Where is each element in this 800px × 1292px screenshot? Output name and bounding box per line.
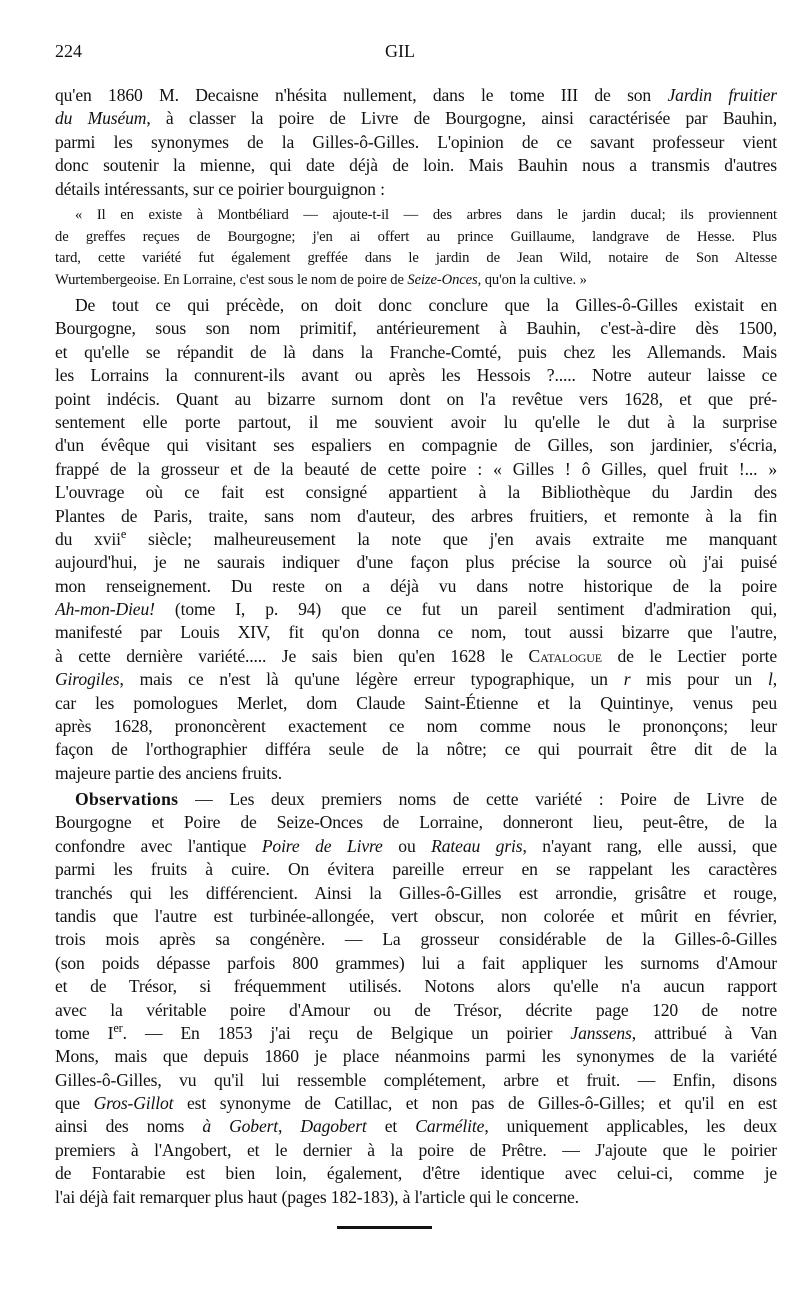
text-line — [55, 975, 777, 998]
italic-text: du Muséum — [55, 108, 147, 129]
text-segment: Mons, mais que depuis 1860 je place néanmoins parmi les synonymes de la variété — [55, 1046, 777, 1067]
text-segment: Bourgogne, sous son nom primitif, antérieurement à Bauhin, c'est-à-dire dès 1500, — [55, 318, 777, 339]
text-line — [55, 248, 777, 270]
text-segment: d'un évêque qui visitant ses espaliers en compagnie de Gilles, son jardinier, s'écria, — [55, 435, 777, 456]
text-segment: — Les deux premiers noms de cette variété : Poire de Livre de — [178, 789, 777, 809]
text-segment: ou — [382, 835, 432, 856]
text-line — [55, 270, 777, 292]
text-line — [55, 668, 777, 691]
text-segment: détails intéressants, sur ce poirier bourguignon : — [55, 178, 385, 199]
text-line — [55, 388, 777, 411]
text-segment: , attribué à Van — [631, 1022, 777, 1043]
italic-text: l — [768, 669, 773, 690]
section-heading: Observations — [75, 789, 179, 809]
text-line — [55, 738, 777, 761]
text-line — [55, 178, 777, 201]
text-line — [55, 621, 777, 644]
text-line — [55, 411, 777, 434]
text-segment: (son poids dépasse parfois 800 grammes) lui a fait appliquer les surnoms d'Amour — [55, 952, 777, 973]
text-line — [55, 905, 777, 928]
text-line — [55, 811, 777, 834]
text-line — [55, 131, 777, 154]
text-segment: et qu'elle se répandit de là dans la Franche-Comté, puis chez les Allemands. Mais — [55, 341, 777, 362]
text-line — [55, 762, 777, 785]
text-line — [55, 294, 777, 317]
running-title: GIL — [385, 41, 415, 61]
text-line — [55, 434, 777, 457]
text-line — [55, 317, 777, 340]
text-segment: , uniquement applicables, les deux — [484, 1116, 777, 1137]
text-segment: Wurtembergeoise. En Lorraine, c'est sous le nom de poire de — [55, 271, 408, 288]
text-segment: Plantes de Paris, traite, sans nom d'auteur, des arbres fruitiers, et remonte à la fin — [55, 505, 777, 526]
text-line — [55, 528, 777, 551]
text-segment: mis pour un — [630, 669, 768, 690]
paragraph-intro — [55, 84, 777, 201]
text-segment: parmi les synonymes de la Gilles-ô-Gilles. L'opinion de ce savant professeur vient — [55, 131, 777, 152]
text-segment: er — [113, 1021, 123, 1036]
italic-text: Ah-mon-Dieu! — [55, 599, 155, 620]
text-segment: , — [278, 1116, 301, 1137]
text-line — [55, 882, 777, 905]
text-line — [55, 505, 777, 528]
text-segment: car les pomologues Merlet, dom Claude Saint-Étienne et la Quintinye, venus peu — [55, 692, 777, 713]
text-segment: mon renseignement. Du reste on a déjà vu dans notre historique de la poire — [55, 575, 777, 596]
text-line — [55, 952, 777, 975]
text-segment: de greffes reçues de Bourgogne; j'en ai offert au prince Guillaume, landgrave de Hesse. Plus — [55, 228, 777, 245]
text-line — [55, 715, 777, 738]
text-segment: frappé de la grosseur et de la beauté de cette poire : « Gilles ! ô Gilles, quel fruit !... » — [55, 458, 777, 479]
text-line — [55, 999, 777, 1022]
text-line — [55, 84, 777, 107]
text-segment: aujourd'hui, je ne saurais indiquer d'une façon plus précise la source où j'ai puisé — [55, 552, 777, 573]
italic-text: à Gobert — [202, 1116, 279, 1137]
text-line — [55, 1162, 777, 1185]
text-line — [55, 1045, 777, 1068]
text-line — [55, 788, 777, 811]
text-segment: point indécis. Quant au bizarre surnom dont on l'a revêtue vers 1628, et que pré- — [55, 388, 777, 409]
text-segment: , mais ce n'est là qu'une légère erreur typographique, un — [119, 669, 624, 690]
text-segment: L'ouvrage où ce fait est consigné appartient à la Bibliothèque du Jardin des — [55, 482, 777, 503]
text-segment: est synonyme de Catillac, et non pas de Gilles-ô-Gilles; et qu'il en est — [173, 1093, 777, 1114]
text-segment: de le Lectier porte — [601, 645, 777, 666]
text-line — [55, 928, 777, 951]
text-segment: De tout ce qui précède, on doit donc conclure que la Gilles-ô-Gilles existait en — [75, 295, 777, 315]
text-segment: parmi les fruits à cuire. On évitera pareille erreur en se rappelant les caractères — [55, 859, 777, 880]
text-line — [55, 835, 777, 858]
text-segment: qu'en 1860 M. Decaisne n'hésita nullement, dans le tome III de son — [55, 85, 668, 105]
text-segment: Catalogue — [528, 645, 602, 666]
text-line — [55, 341, 777, 364]
text-line — [55, 1139, 777, 1162]
text-line — [55, 458, 777, 481]
text-line — [55, 227, 777, 249]
italic-text: r — [623, 669, 631, 690]
text-segment: sentement elle porte partout, il me souvient avoir lu qu'elle le dut à la surprise — [55, 411, 777, 432]
text-line — [55, 481, 777, 504]
text-segment: les Lorrains la connurent-ils avant ou après les Hessois ?..... Notre auteur laisse ce — [55, 365, 777, 386]
text-line — [55, 858, 777, 881]
text-segment: , à classer la poire de Livre de Bourgogne, ainsi caractérisée par Bauhin, — [146, 108, 777, 129]
text-segment: , qu'on la cultive. » — [477, 271, 587, 288]
text-segment: tandis que l'autre est turbinée-allongée, vert obscur, non colorée et mûrit en février, — [55, 905, 777, 926]
page-number: 224 — [55, 41, 82, 61]
text-segment: tranchés qui les différencient. Ainsi la Gilles-ô-Gilles est arrondie, grisâtre et rouge, — [55, 882, 777, 903]
text-segment: après 1628, prononcèrent exactement ce nom comme nous le prononçons; leur — [55, 716, 777, 737]
text-segment: trois mois après sa congénère. — La grosseur considérable de la Gilles-ô-Gilles — [55, 929, 777, 950]
text-segment: façon de l'orthographier différa seule de la nôtre; ce qui pourrait être dit de la — [55, 739, 777, 760]
text-segment: l'ai déjà fait remarquer plus haut (pages 182-183), à l'article qui le concerne. — [55, 1186, 579, 1207]
text-segment: Gilles-ô-Gilles, vu qu'il lui ressemble complétement, arbre et fruit. — Enfin, disons — [55, 1069, 777, 1090]
text-line — [55, 205, 777, 227]
text-segment: et de Trésor, si fréquemment utilisés. Notons alors qu'elle n'a aucun rapport — [55, 976, 777, 997]
text-segment: tard, cette variété fut également greffée dans le jardin de Jean Wild, notaire de Son Altesse — [55, 250, 777, 267]
text-line — [55, 1092, 777, 1115]
italic-text: Rateau gris — [431, 835, 523, 856]
text-segment: , n'ayant rang, elle aussi, que — [522, 835, 777, 856]
text-segment: , — [772, 669, 777, 690]
text-line — [55, 364, 777, 387]
block-quote-bauhin — [55, 205, 777, 291]
text-segment: que — [55, 1093, 94, 1114]
italic-text: Dagobert — [300, 1116, 367, 1137]
text-segment: premiers à l'Angobert, et le dernier à la poire de Prêtre. — J'ajoute que le poirier — [55, 1139, 777, 1160]
text-segment: avec la véritable poire d'Amour ou de Trésor, décrite page 120 de notre — [55, 999, 777, 1020]
text-segment: donc soutenir la mienne, qui date déjà de loin. Mais Bauhin nous a transmis d'autres — [55, 155, 777, 176]
text-segment: confondre avec l'antique — [55, 835, 262, 856]
text-segment: de Fontarabie est bien loin, également, d'être identique avec celui-ci, comme je — [55, 1163, 777, 1184]
text-line — [55, 692, 777, 715]
text-segment: et — [366, 1116, 416, 1137]
italic-text: Carmélite — [415, 1116, 485, 1137]
text-line — [55, 1115, 777, 1138]
text-segment: ainsi des noms — [55, 1116, 203, 1137]
italic-text: Jardin fruitier — [667, 85, 777, 105]
text-line — [55, 551, 777, 574]
italic-text: Seize-Onces — [407, 271, 478, 288]
italic-text: Poire de Livre — [261, 835, 383, 856]
italic-text: Janssens — [570, 1022, 632, 1043]
text-line — [55, 645, 777, 668]
text-line — [55, 1186, 777, 1209]
text-segment: siècle; malheureusement la note que j'en avais extraite me manquant — [126, 528, 777, 549]
text-segment: tome I — [55, 1022, 114, 1043]
paragraph-observations — [55, 788, 777, 1209]
end-rule-divider — [337, 1226, 432, 1229]
text-segment: du xvii — [55, 528, 121, 549]
italic-text: Gros-Gillot — [93, 1093, 174, 1114]
text-segment: manifesté par Louis XIV, fit qu'on donna ce nom, tout aussi bizarre que l'autre, — [55, 622, 777, 643]
text-segment: e — [120, 527, 127, 542]
text-segment: à cette dernière variété..... Je sais bien qu'en 1628 le — [55, 645, 529, 666]
text-line — [55, 107, 777, 130]
text-line — [55, 154, 777, 177]
text-line — [55, 598, 777, 621]
text-line — [55, 1022, 777, 1045]
text-segment: (tome I, p. 94) que ce fut un pareil sentiment d'admiration qui, — [154, 599, 777, 620]
text-segment: majeure partie des anciens fruits. — [55, 762, 282, 783]
text-segment: Bourgogne et Poire de Seize-Onces de Lorraine, donneront lieu, peut-être, de la — [55, 812, 777, 833]
text-line — [55, 1069, 777, 1092]
text-segment: . — En 1853 j'ai reçu de Belgique un poirier — [122, 1022, 571, 1043]
paragraph-history — [55, 294, 777, 785]
text-line — [55, 575, 777, 598]
text-segment: « Il en existe à Montbéliard — ajoute-t-il — des arbres dans le jardin ducal; ils proviennent — [75, 207, 777, 223]
italic-text: Girogiles — [55, 669, 120, 690]
